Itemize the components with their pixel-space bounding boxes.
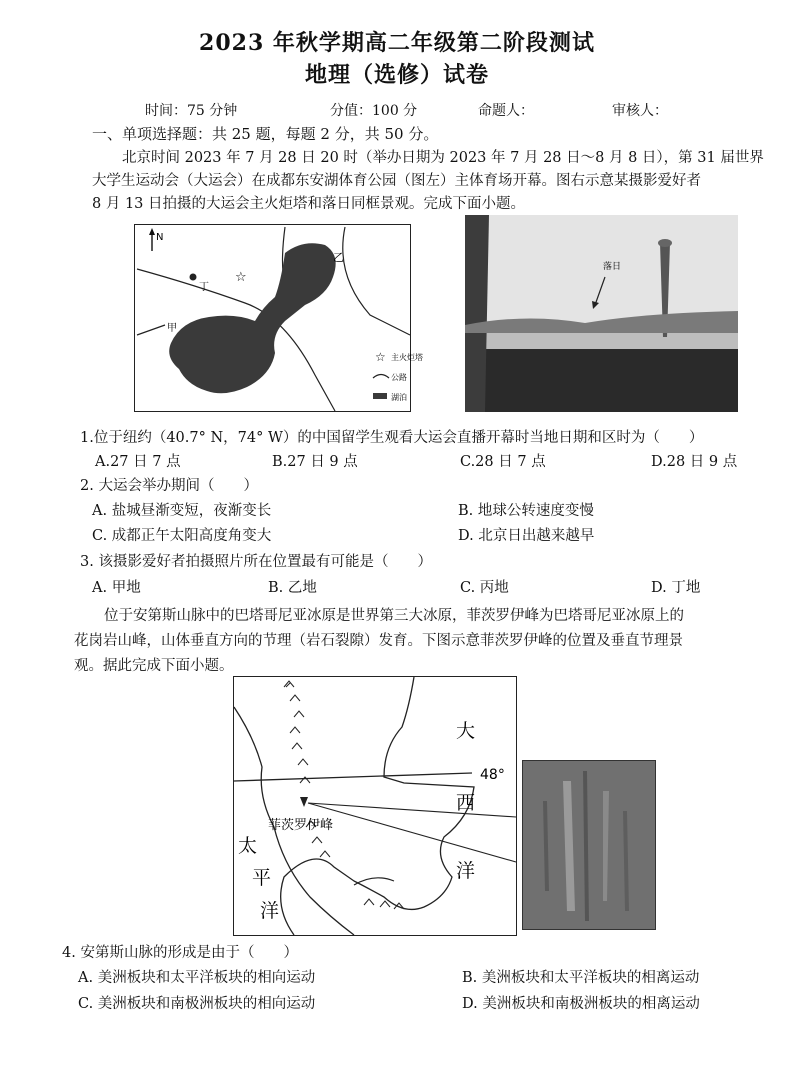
passage2-line: 花岗岩山峰，山体垂直方向的节理（岩石裂隙）发育。下图示意菲茨罗伊峰的位置及垂直节理景 [74, 633, 683, 649]
label-jia: 甲 [167, 323, 177, 334]
mountain-icons [284, 681, 404, 909]
pacific-char: 洋 [260, 900, 280, 922]
q3-option-a[interactable]: A. 甲地 [92, 580, 141, 596]
atlantic-char: 洋 [456, 860, 476, 882]
label-yi: 乙 [333, 251, 344, 264]
legend-road-icon [373, 375, 389, 379]
passage2-line: 观。据此完成下面小题。 [74, 658, 234, 674]
q3-option-c[interactable]: C. 丙地 [460, 580, 509, 596]
question-3-stem: 3. 该摄影爱好者拍摄照片所在位置最有可能是（ ） [80, 554, 432, 570]
q3-option-d[interactable]: D. 丁地 [651, 580, 701, 596]
q4-option-a[interactable]: A. 美洲板块和太平洋板块的相向运动 [78, 970, 316, 986]
passage1-line: 北京时间 2023 年 7 月 28 日 20 时（举办日期为 2023 年 7 月 28 日～8 月 8 日），第 31 届世界 [122, 150, 764, 166]
point-ding [190, 274, 197, 281]
q1-option-c[interactable]: C.28 日 7 点 [460, 454, 546, 470]
peak-label: 菲茨罗伊峰 [268, 818, 334, 833]
q2-option-d[interactable]: D. 北京日出越来越早 [458, 528, 595, 544]
vertical-joint-photo [522, 760, 656, 930]
reviewer-info: 审核人： [612, 103, 668, 119]
question-4-stem: 4. 安第斯山脉的形成是由于（ ） [62, 945, 298, 961]
q1-option-a[interactable]: A.27 日 7 点 [95, 454, 181, 470]
q4-option-d[interactable]: D. 美洲板块和南极洲板块的相离运动 [462, 996, 700, 1012]
passage1-line: 8 月 13 日拍摄的大运会主火炬塔和落日同框景观。完成下面小题。 [92, 196, 526, 212]
question-1-stem: 1.位于纽约（40.7° N，74° W）的中国留学生观看大运会直播开幕时当地日期和区时为（ ） [80, 430, 704, 446]
pointer-line [308, 803, 516, 817]
q3-option-b[interactable]: B. 乙地 [268, 580, 317, 596]
passage2-line: 位于安第斯山脉中的巴塔哥尼亚冰原是世界第三大冰原，菲茨罗伊峰为巴塔哥尼亚冰原上的 [104, 608, 684, 624]
score-info: 分值：100 分 [330, 103, 418, 119]
atlantic-char: 西 [456, 792, 476, 814]
q1-option-d[interactable]: D.28 日 9 点 [651, 454, 738, 470]
latitude-line [234, 773, 472, 781]
legend-torch: 主火炬塔 [391, 353, 423, 362]
legend-star-icon: ☆ [375, 350, 386, 364]
pointer-line [308, 803, 516, 862]
sunset-label: 落日 [603, 262, 622, 272]
q2-option-b[interactable]: B. 地球公转速度变慢 [458, 503, 594, 519]
q4-option-b[interactable]: B. 美洲板块和太平洋板块的相离运动 [462, 970, 700, 986]
passage1-line: 大学生运动会（大运会）在成都东安湖体育公园（图左）主体育场开幕。图右示意某摄影爱好者 [92, 173, 701, 189]
north-label: N [156, 232, 164, 243]
atlantic-char: 大 [456, 720, 476, 742]
pacific-char: 平 [252, 867, 272, 889]
section-heading: 一、单项选择题：共 25 题，每题 2 分，共 50 分。 [92, 125, 439, 143]
q2-option-c[interactable]: C. 成都正午太阳高度角变大 [92, 528, 272, 544]
exam-title: 2023 年秋学期高二年级第二阶段测试 [199, 30, 595, 56]
road [137, 325, 165, 335]
q4-option-c[interactable]: C. 美洲板块和南极洲板块的相向运动 [78, 996, 316, 1012]
legend-lake-icon [373, 393, 387, 399]
time-info: 时间：75 分钟 [145, 103, 238, 119]
label-ding: 丁 [199, 282, 209, 293]
latitude-label: 48° [480, 767, 505, 783]
legend-lake: 湖泊 [391, 393, 407, 402]
torch-sunset-photo [465, 215, 738, 412]
chengdu-map [134, 224, 423, 412]
exam-subtitle: 地理（选修）试卷 [304, 62, 489, 88]
q1-option-b[interactable]: B.27 日 9 点 [272, 454, 358, 470]
setter-info: 命题人： [478, 103, 534, 119]
legend-road: 公路 [391, 373, 407, 382]
torch-star: ☆ [235, 270, 247, 285]
pacific-char: 太 [238, 835, 258, 857]
lake [169, 243, 335, 393]
question-2-stem: 2. 大运会举办期间（ ） [80, 478, 258, 494]
andes-map [233, 676, 517, 936]
peak-marker [300, 797, 308, 807]
road [343, 227, 410, 335]
q2-option-a[interactable]: A. 盐城昼渐变短，夜渐变长 [92, 503, 272, 519]
